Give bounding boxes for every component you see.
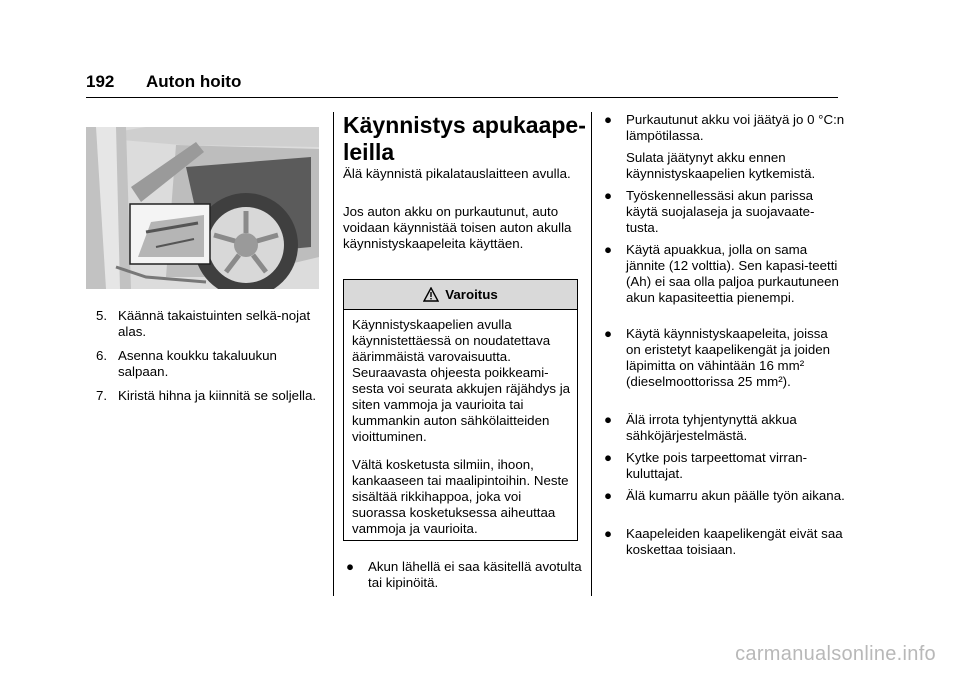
step-number: 6. xyxy=(96,348,108,363)
bullet-icon: ● xyxy=(604,450,613,465)
bullet-text: Kaapeleiden kaapelikengät eivät saa koskettaa toisiaan. xyxy=(626,526,843,557)
column-divider-left xyxy=(333,112,334,596)
bullet-icon: ● xyxy=(604,242,613,257)
warning-text-1: Käynnistyskaapelien avulla käynnistettäessä on noudatettava äärimmäistä varovaisuutta. Seuraavasta ohjeesta poikkeami-sesta voi seurata akkujen räjähdys ja siten vammoja ja vaurioita tai kummankin auton sähkölaitteiden vioittuminen. xyxy=(352,317,571,444)
warning-triangle-icon xyxy=(423,287,439,302)
bullet-icon: ● xyxy=(604,326,613,341)
bullet-icon: ● xyxy=(604,112,613,127)
bullet-icon: ● xyxy=(346,559,355,574)
cargo-area-illustration xyxy=(86,127,319,289)
warning-text-2: Vältä kosketusta silmiin, ihoon, kankaaseen tai maalipintoihin. Neste sisältää rikkihappoa, joka voi suorassa kosketuksessa aiheuttaa vammoja ja vaurioita. xyxy=(352,457,569,536)
page-number: 192 xyxy=(86,72,115,91)
warning-header xyxy=(344,280,577,310)
bullet-icon: ● xyxy=(604,488,613,503)
step-text: Kiristä hihna ja kiinnitä se soljella. xyxy=(118,388,317,403)
bullet-icon: ● xyxy=(604,188,613,203)
column-divider-right xyxy=(591,112,592,596)
header-rule xyxy=(86,97,838,98)
intro-paragraph-1: Älä käynnistä pikalatauslaitteen avulla. xyxy=(343,166,571,181)
bullet-text: Älä kumarru akun päälle työn aikana. xyxy=(626,488,845,503)
section-heading-line1: Käynnistys apukaape- xyxy=(343,112,586,138)
section-title: Auton hoito xyxy=(146,72,242,91)
bullet-text: Akun lähellä ei saa käsitellä avotulta tai kipinöitä. xyxy=(368,559,582,590)
bullet-text: Älä irrota tyhjentynyttä akkua sähköjärjestelmästä. xyxy=(626,412,797,443)
step-text: Asenna koukku takaluukun salpaan. xyxy=(118,348,277,379)
cargo-area-spare-wheel-illustration-icon xyxy=(86,127,319,289)
section-heading-line2: leilla xyxy=(343,139,395,165)
step-number: 5. xyxy=(96,308,108,323)
step-number: 7. xyxy=(96,388,108,403)
section-heading xyxy=(343,112,588,166)
bullet-icon: ● xyxy=(604,412,613,427)
warning-label: Varoitus xyxy=(445,287,498,302)
step-text: Käännä takaistuinten selkä-nojat alas. xyxy=(118,308,311,339)
bullet-text: Käytä käynnistyskaapeleita, joissa on eristetyt kaapelikengät ja joiden läpimitta on vähintään 16 mm² (dieselmoottorissa 25 mm²). xyxy=(626,326,831,389)
warning-box xyxy=(343,279,578,541)
bullet-subparagraph: Sulata jäätynyt akku ennen käynnistyskaapelien kytkemistä. xyxy=(626,150,816,181)
bullet-text: Purkautunut akku voi jäätyä jo 0 °C:n lämpötilassa. xyxy=(626,112,845,143)
intro-paragraph-2: Jos auton akku on purkautunut, auto voidaan käynnistää toisen auton akulla käynnistyskaapeleita käyttäen. xyxy=(343,204,572,251)
bullet-icon: ● xyxy=(604,526,613,541)
bullet-text: Kytke pois tarpeettomat virran-kuluttajat. xyxy=(626,450,808,481)
bullet-text: Työskennellessäsi akun parissa käytä suojalaseja ja suojavaate-tusta. xyxy=(626,188,815,235)
bullet-text: Käytä apuakkua, jolla on sama jännite (12 volttia). Sen kapasi-teetti (Ah) ei saa olla paljoa purkautuneen akun kapasiteettia pienempi. xyxy=(626,242,839,305)
watermark: carmanualsonline.info xyxy=(735,643,936,665)
